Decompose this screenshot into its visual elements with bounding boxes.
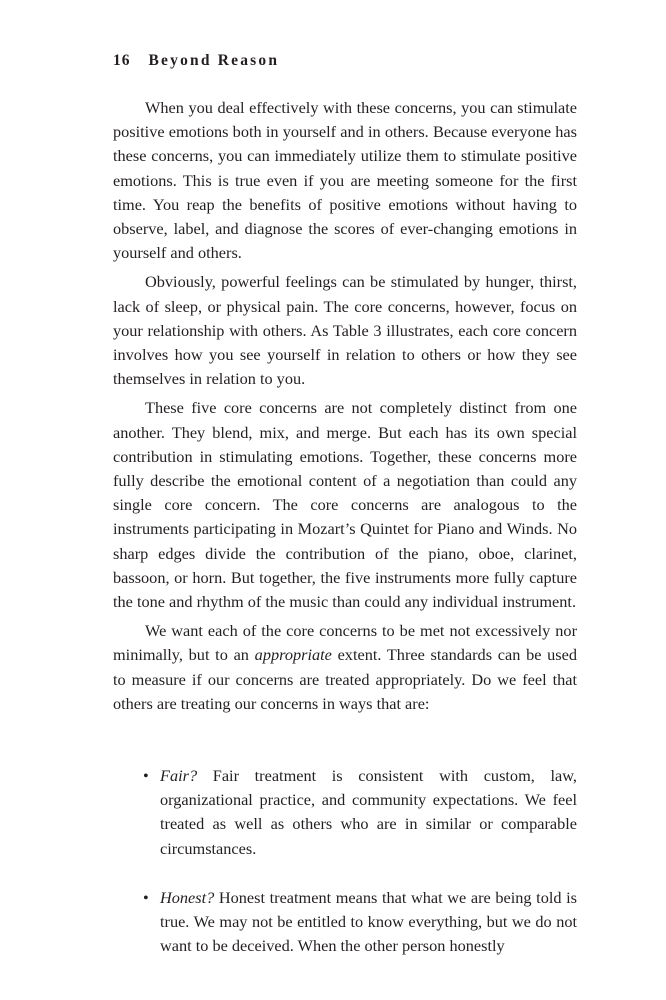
emphasis-appropriate: appropriate (254, 645, 332, 665)
page-number: 16 (113, 52, 131, 69)
list-item-term: Fair? (160, 766, 198, 786)
list-item-term: Honest? (160, 887, 215, 907)
paragraph (113, 619, 577, 716)
paragraph: These five core concerns are not completely distinct from one another. They blend, mix, and merge. But each has its own special contribution in stimulating emotions. Together, these concerns more fully describe the emotional content of a negotiation than could any single core concern. The core concerns are analogous to the instruments participating in Mozart’s Quintet for Piano and Winds. No sharp edges divide the contribution of the piano, oboe, clarinet, bassoon, or horn. But together, the five instruments more fully capture the tone and rhythm of the music than could any individual instrument. (113, 398, 577, 612)
bullet-icon: • (143, 766, 149, 786)
book-title: Beyond Reason (148, 52, 280, 69)
paragraph: Obviously, powerful feelings can be stimulated by hunger, thirst, lack of sleep, or physical pain. The core concerns, however, focus on your relationship with others. As Table 3 illustrates, each core concern involves how you see yourself in relation to others or how they see themselves in relation to you. (113, 272, 577, 389)
bullet-icon: • (143, 887, 149, 907)
list-item-fair (113, 764, 577, 861)
running-head (113, 52, 279, 70)
paragraph-text: extent. Three standards can be used to measure if our concerns are treated appropriately. Do we feel that others are treating our concerns in ways that are: (113, 645, 577, 713)
list-item-text: Honest treatment means that what we are being told is true. We may not be entitled to know everything, but we do not want to be deceived. When the other person honestly (160, 887, 577, 956)
body-text (113, 96, 577, 959)
paragraph-text: We want each of the core concerns to be met not excessively nor minimally, but to an (113, 621, 577, 665)
list-item-honest (113, 886, 577, 959)
paragraph: When you deal effectively with these concerns, you can stimulate positive emotions both in yourself and in others. Because everyone has these concerns, you can immediately utilize them to stimulate positive emotions. This is true even if you are meeting someone for the first time. You reap the benefits of positive emotions without having to observe, label, and diagnose the scores of ever-changing emotions in yourself and others. (113, 98, 577, 263)
list-item-text: Fair treatment is consistent with custom, law, organizational practice, and community expectations. We feel treated as well as others who are in similar or comparable circumstances. (160, 766, 577, 858)
standards-list (113, 764, 577, 958)
